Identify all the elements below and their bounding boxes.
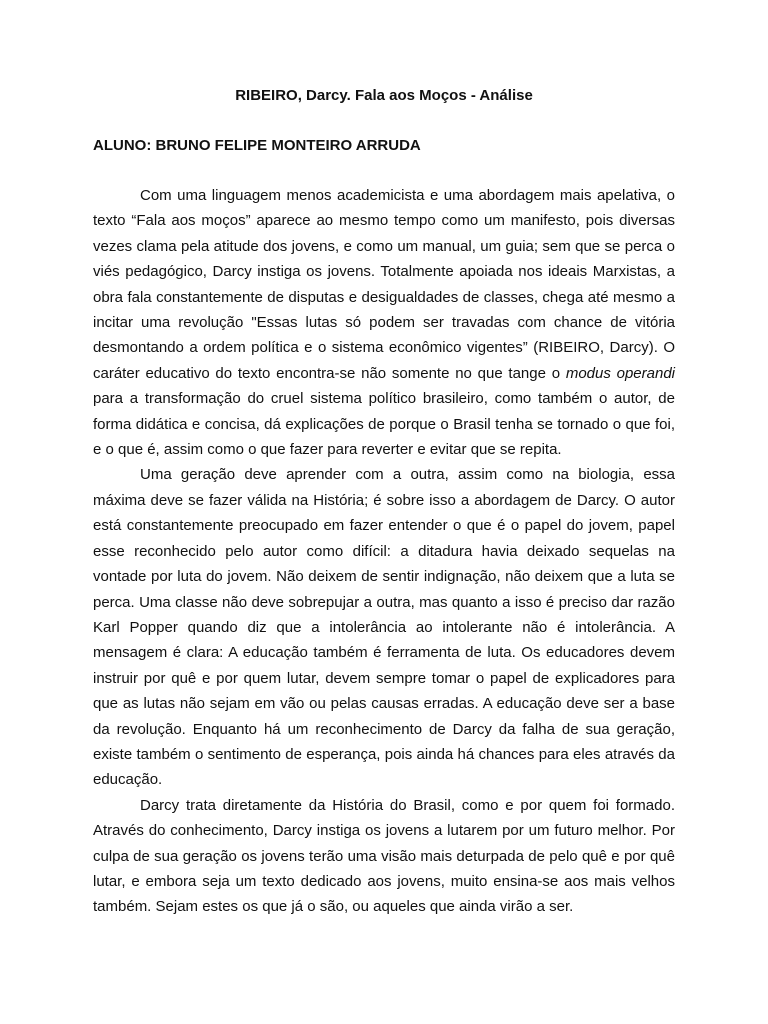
paragraph-2: Uma geração deve aprender com a outra, assim como na biologia, essa máxima deve se fazer válida na História; é sobre isso a abordagem de Darcy. O autor está constantemente preocupado em fazer entender o que é o papel do jovem, papel esse reconhecido pelo autor como difícil: a ditadura havia deixado sequelas na vontade por luta do jovem. Não deixem de sentir indignação, não deixem que a luta se perca. Uma classe não deve sobrepujar a outra, mas quanto a isso é preciso dar razão Karl Popper quando diz que a intolerância ao intolerante não é intolerância. A mensagem é clara: A educação também é ferramenta de luta. Os educadores devem instruir por quê e por quem lutar, devem sempre tomar o papel de explicadores para que as lutas não sejam em vão ou pelas causas erradas. A educação deve ser a base da revolução. Enquanto há um reconhecimento de Darcy da falha de sua geração, existe também o sentimento de esperança, pois ainda há chances para eles através da educação. bbox=[93, 466, 675, 789]
paragraph-1 bbox=[93, 183, 675, 462]
paragraph-1-italic-term: modus operandi bbox=[565, 364, 675, 382]
document-title: RIBEIRO, Darcy. Fala aos Moços - Análise bbox=[235, 87, 533, 104]
paragraph-1-text-end: para a transformação do cruel sistema político brasileiro, como também o autor, de forma didática e concisa, dá explicações de porque o Brasil tenha se tornado o que foi, e o que é, assim como o que fazer para reverter e evitar que se repita. bbox=[93, 390, 675, 459]
student-name: ALUNO: BRUNO FELIPE MONTEIRO ARRUDA bbox=[93, 137, 421, 154]
document-body bbox=[93, 183, 675, 920]
paragraph-1-text-start: Com uma linguagem menos academicista e uma abordagem mais apelativa, o texto “Fala aos moços” aparece ao mesmo tempo como um manifesto, pois diversas vezes clama pela atitude dos jovens, e como um manual, um guia; sem que se perca o viés pedagógico, Darcy instiga os jovens. Totalmente apoiada nos ideais Marxistas, a obra fala constantemente de disputas e desigualdades de classes, chega até mesmo a incitar uma revolução "Essas lutas só podem ser travadas com chance de vitória desmontando a ordem política e o sistema econômico vigentes” (RIBEIRO, Darcy). O caráter educativo do texto encontra-se não somente no que tange o bbox=[93, 187, 675, 382]
paragraph-3: Darcy trata diretamente da História do Brasil, como e por quem foi formado. Através do conhecimento, Darcy instiga os jovens a lutarem por um futuro melhor. Por culpa de sua geração os jovens terão uma visão mais deturpada de pelo quê e por quê lutar, e embora seja um texto dedicado aos jovens, muito ensina-se aos mais velhos também. Sejam estes os que já o são, ou aqueles que ainda virão a ser. bbox=[93, 796, 675, 916]
